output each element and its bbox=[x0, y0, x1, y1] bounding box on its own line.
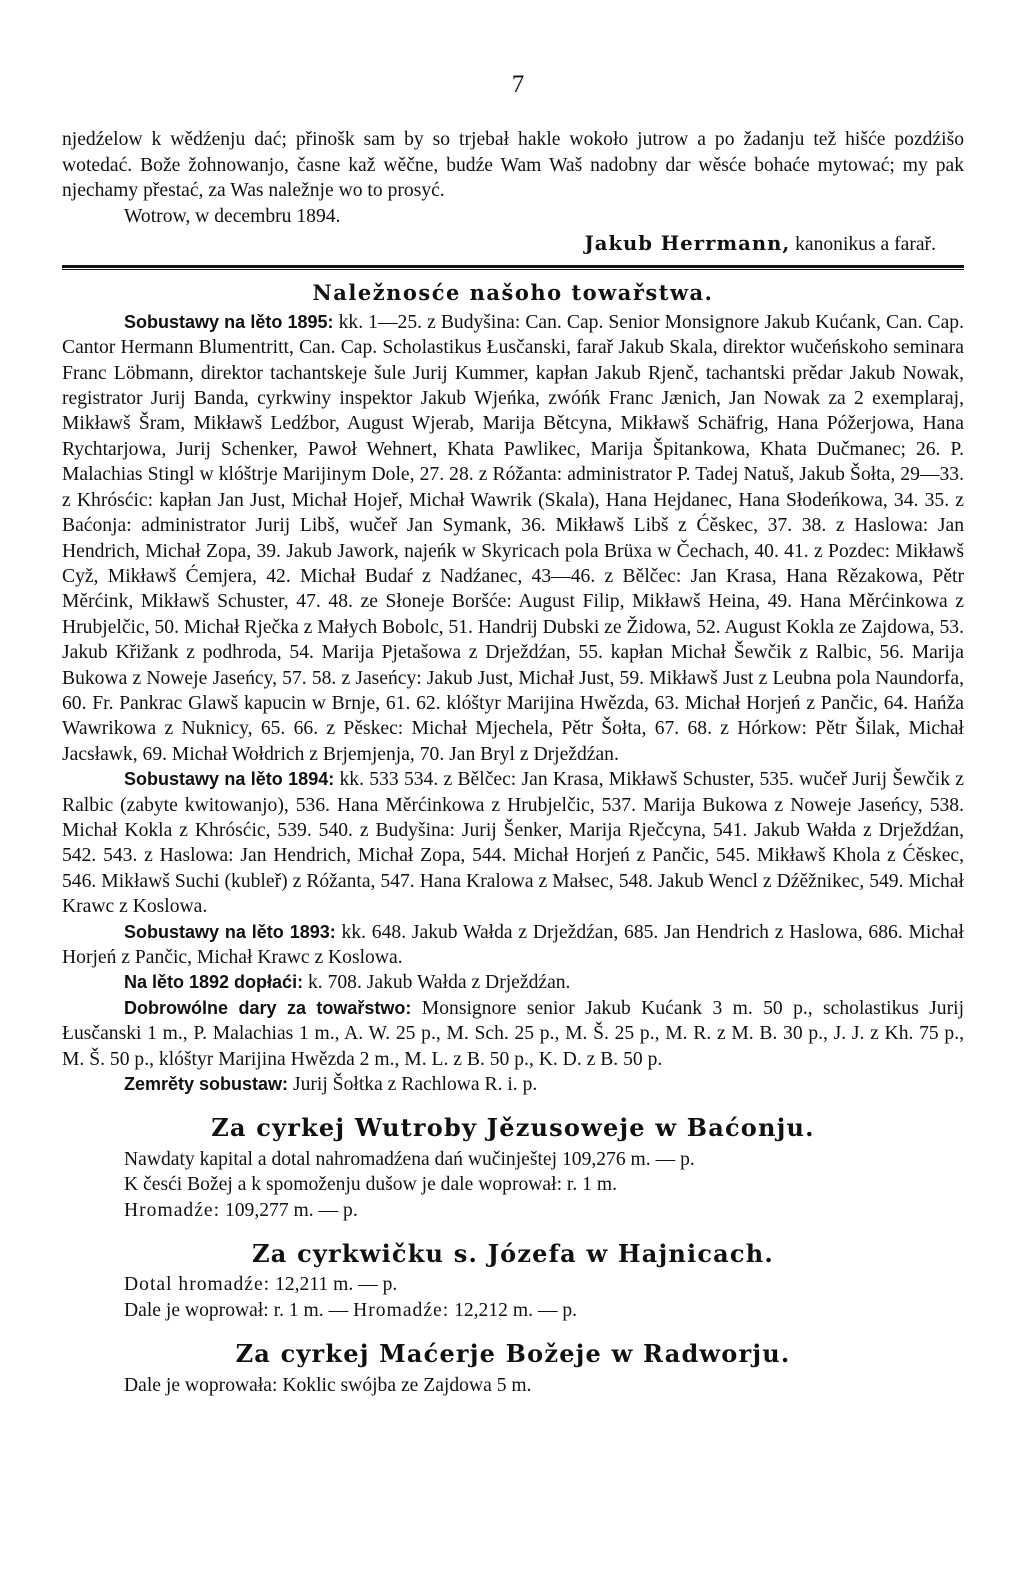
dues-1893-text: kk. 648. Jakub Wałda z Drježdźan, 685. Jan Hendrich z Haslowa, 686. Michał Horjeń z Pančic, Michał Krawc z Koslowa. bbox=[62, 921, 964, 968]
hajnicy-title: Za cyrkwičku s. Józefa w Hajnicach. bbox=[252, 1239, 774, 1269]
dues-1893 bbox=[62, 920, 964, 971]
bacon-block bbox=[124, 1147, 894, 1223]
place-date: Wotrow, w decembru 1894. bbox=[124, 205, 341, 227]
document-page bbox=[62, 72, 964, 1398]
dues-1892-heading: Na lěto 1892 dopłaći: bbox=[124, 972, 304, 993]
donations-heading: Dobrowólne dary za towařstwo: bbox=[124, 997, 412, 1018]
bacon-line-3 bbox=[124, 1198, 894, 1223]
dues-1894-heading: Sobustawy na lěto 1894: bbox=[124, 769, 335, 790]
dues-1895 bbox=[62, 310, 964, 767]
bacon-total-value: 109,277 m. — p. bbox=[224, 1199, 358, 1221]
hajnicy-block bbox=[124, 1272, 894, 1323]
dues-1892 bbox=[62, 970, 964, 995]
dues-1894 bbox=[62, 767, 964, 919]
signature bbox=[62, 231, 936, 257]
signature-title: kanonikus a farař. bbox=[795, 234, 936, 256]
letter-paragraph: njedźelow k wědźenju dać; přinošk sam by so trjebał hakle wokoło jutrow a po žadanju tež hišće pozdźišo wotedać. Bože žohnowanjo, časne kaž wěčne, budźe Wam Waš nadobny dar wěsće bohaće mytować; my pak njechamy přestać, za Was naležnje wo to prosyć. bbox=[62, 129, 964, 202]
double-rule bbox=[62, 265, 964, 270]
bacon-line-2: K česći Božej a k spomoženju dušow je dale woprował: r. 1 m. bbox=[124, 1174, 617, 1196]
bacon-line-1: Nawdaty kapital a dotal nahromadźena dań wučinještej 109,276 m. — p. bbox=[124, 1148, 695, 1170]
hajnicy-sofar-value: 12,211 m. — p. bbox=[275, 1274, 398, 1296]
page-number: 7 bbox=[511, 71, 525, 98]
deceased-member bbox=[62, 1072, 964, 1097]
hajnicy-total-value: 12,212 m. — p. bbox=[454, 1299, 578, 1321]
hajnicy-sofar-label: Dotal hromadźe: bbox=[124, 1274, 271, 1296]
bacon-total-label: Hromadźe: bbox=[124, 1199, 221, 1221]
dues-1892-text: k. 708. Jakub Wałda z Drježdźan. bbox=[307, 972, 571, 994]
radwor-block bbox=[124, 1373, 894, 1398]
donations-text: Monsignore senior Jakub Kućank 3 m. 50 p., scholastikus Jurij Łusčanski 1 m., P. Malachias 1 m., A. W. 25 p., M. Sch. 25 p., M. Š. 25 p., M. R. z M. B. 30 p., J. J. z Kh. 75 p., M. Š. 50 p., klóštyr Marijina Hwězda 2 m., M. L. z B. 50 p., K. D. z B. 50 p. bbox=[62, 997, 965, 1070]
dues-1893-heading: Sobustawy na lěto 1893: bbox=[124, 921, 336, 942]
donations bbox=[62, 996, 964, 1072]
hajnicy-line-2 bbox=[124, 1298, 894, 1323]
radwor-title: Za cyrkej Maćerje Božeje w Radworju. bbox=[235, 1339, 791, 1369]
deceased-text: Jurij Šołtka z Rachlowa R. i. p. bbox=[292, 1074, 538, 1096]
dues-title: Naležnosće našoho towařstwa. bbox=[312, 280, 714, 306]
dues-1895-heading: Sobustawy na lěto 1895: bbox=[124, 311, 334, 332]
deceased-heading: Zemrěty sobustaw: bbox=[124, 1074, 289, 1095]
radwor-line-1: Dale je woprowała: Koklic swójba ze Zajdowa 5 m. bbox=[124, 1374, 532, 1396]
signature-name: Jakub Herrmann, bbox=[584, 232, 791, 256]
hajnicy-donation-text: Dale je woprował: r. 1 m. — bbox=[124, 1299, 349, 1321]
dues-1895-text: kk. 1—25. z Budyšina: Can. Cap. Senior Monsignore Jakub Kućank, Can. Cap. Cantor Hermann Blumentritt, Can. Cap. Scholastikus Łusčanski, farař Jakub Skala, direktor wučeńskoho seminara Franc Löbmann, direktor tachantskeje šule Jurij Kummer, kapłan Jakub Rjenč, tachantski prědar Jakub Nowak, registrator Jurij Banda, cyrkwiny inspektor Jakub Wjeńka, zwóńk Franc Jænich, Jan Nowak za 2 exemplaraj, Mikławš Šram, Mikławš Ledźbor, August Wjerab, Marija Bětcyna, Mikławš Schäfrig, Hana Póžerjowa, Hana Rychtarjowa, Jurij Schenker, Pawoł Wehnert, Khata Pawlikec, Marija Špitankowa, Khata Dučmanec; 26. P. Malachias Stingl w klóštrje Marijinym Dole, 27. 28. z Róžanta: administrator P. Tadej Natuš, Jakub Šołta, 29—33. z Khrósćic: kapłan Jan Just, Michał Hojeř, Michał Wawrik (Skala), Hana Hejdanec, Hana Słodeńkowa, 34. 35. z Baćonja: administrator Jurij Libš, wučeř Jan Symank, 36. Mikławš Libš z Ćěskec, 37. 38. z Haslowa: Jan Hendrich, Michał Zopa, 39. Jakub Jawork, najeńk w Skyricach pola Brüxa w Čechach, 40. 41. z Pozdec: Mikławš Cyž, Mikławš Ćemjera, 42. Michał Budaŕ z Nadźanec, 43—46. z Bělčec: Jan Krasa, Hana Rězakowa, Pětr Měrćink, Mikławš Schuster, 47. 48. ze Słoneje Boršće: August Filip, Mikławš Heina, 49. Hana Měrćinkowa z Hrubjelčic, 50. Michał Rječka z Małych Bobolc, 51. Handrij Dubski ze Židowa, 52. August Kokla ze Zajdowa, 53. Jakub Křižank z podhroda, 54. Marija Pjetašowa z Drježdźan, 55. kapłan Michał Šewčik z Ralbic, 56. Marija Bukowa z Noweje Jaseńcy, 57. 58. z Jaseńcy: Jakub Just, Michał Just, 59. Mikławš Just z Leubna pola Naundorfa, 60. Fr. Pankrac Glawš kapucin w Brnje, 61. 62. klóštyr Marijina Hwězda, 63. Michał Horjeń z Pančic, 64. Hańža Wawrikowa z Nuknicy, 65. 66. z Pěskec: Michał Mjechela, Pětr Šołta, 67. 68. z Hórkow: Pětr Šilak, Michał Jacsławk, 69. Michał Wołdrich z Brjemjenja, 70. Jan Bryl z Drježdźan. bbox=[62, 311, 964, 765]
hajnicy-total-label: Hromadźe: bbox=[353, 1299, 450, 1321]
dues-1894-text: kk. 533 534. z Bělčec: Jan Krasa, Mikławš Schuster, 535. wučeř Jurij Šewčik z Ralbic (zabyte kwitowanjo), 536. Hana Měrćinkowa z Hrubjelčic, 537. Marija Bukowa z Noweje Jaseńcy, 538. Michał Kokla z Khrósćic, 539. 540. z Budyšina: Jurij Šenker, Marija Rječcyna, 541. Jakub Wałda z Drježdźan, 542. 543. z Haslowa: Jan Hendrich, Michał Zopa, 544. Michał Horjeń z Pančic, 545. Mikławš Khola z Ćěskec, 546. Mikławš Suchi (kubleř) z Róžanta, 547. Hana Kralowa z Małsec, 548. Jakub Wencl z Dźěžnikec, 549. Michał Krawc z Koslowa. bbox=[62, 769, 964, 918]
hajnicy-line-1 bbox=[124, 1272, 894, 1297]
bacon-title: Za cyrkej Wutroby Jězusoweje w Baćonju. bbox=[211, 1113, 815, 1143]
